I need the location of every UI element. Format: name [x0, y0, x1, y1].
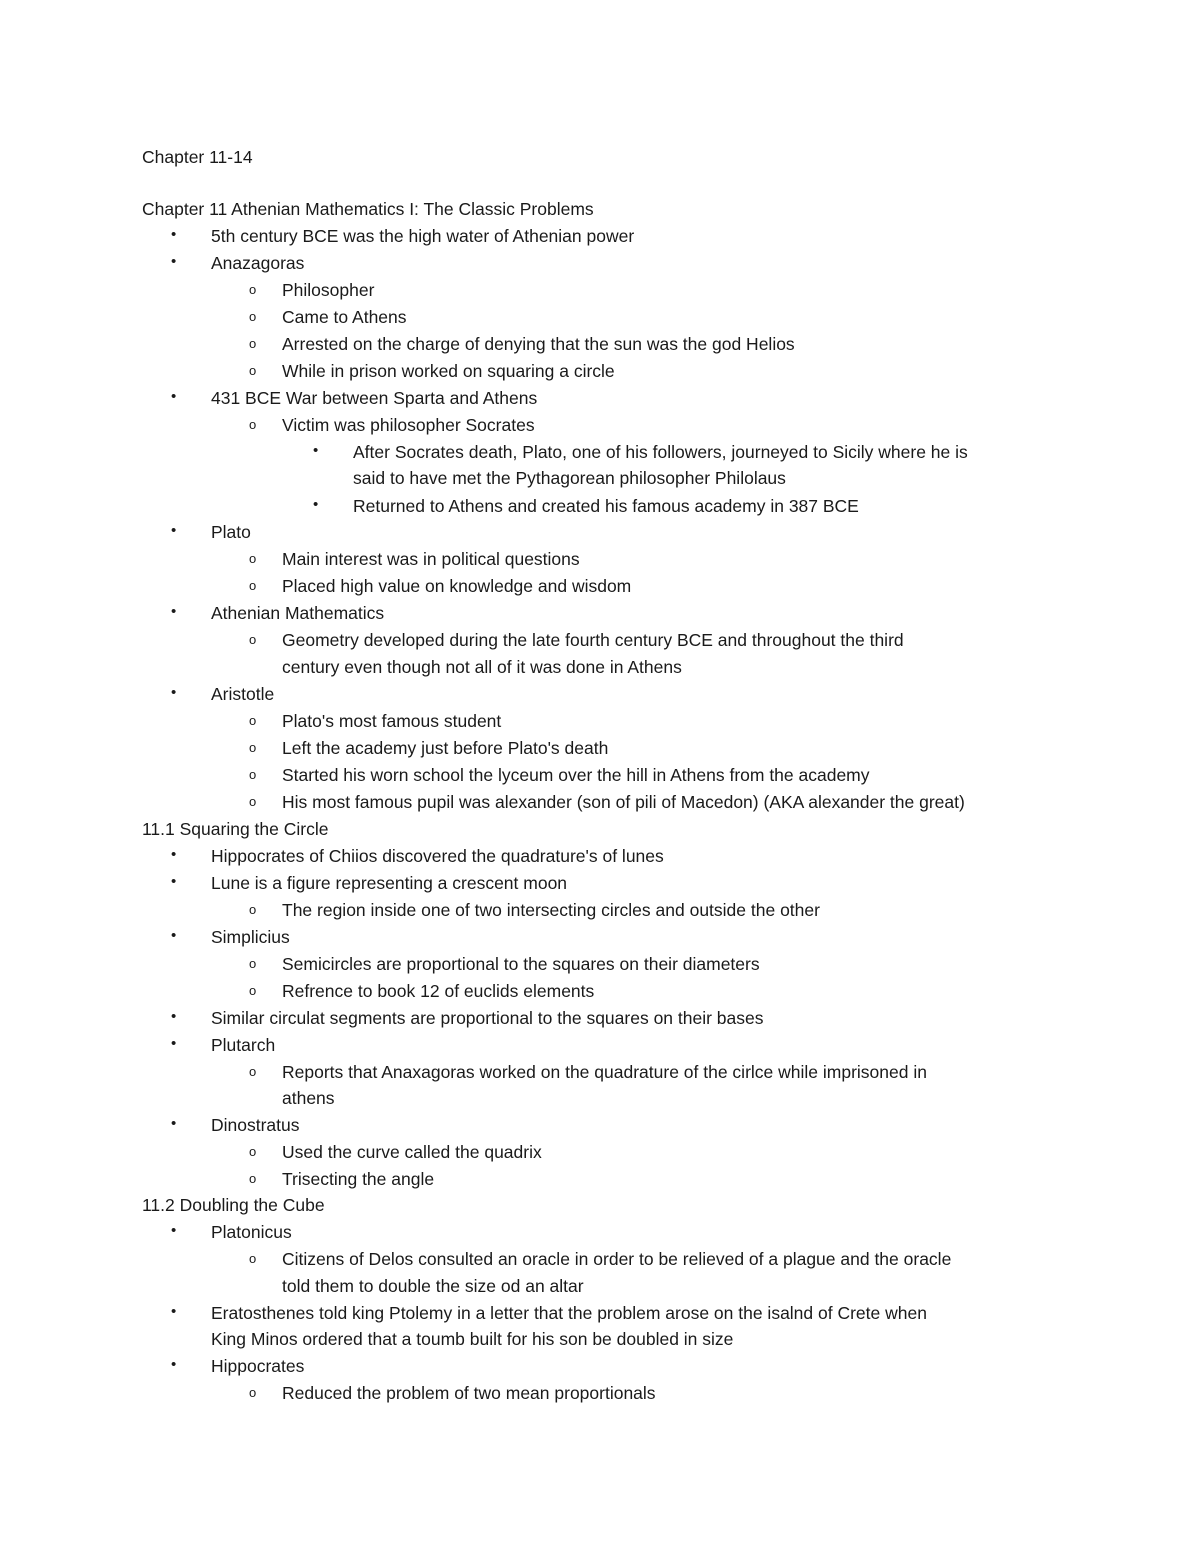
bullet-icon: •	[171, 1035, 177, 1052]
circle-bullet-icon: o	[249, 794, 257, 809]
list-item: Aristotle	[211, 684, 275, 704]
bullet-icon: •	[313, 442, 319, 459]
list-item: Placed high value on knowledge and wisdom	[282, 576, 632, 596]
bullet-icon: •	[171, 927, 177, 944]
list-item: Anazagoras	[211, 253, 305, 273]
circle-bullet-icon: o	[249, 713, 257, 728]
circle-bullet-icon: o	[249, 740, 257, 755]
circle-bullet-icon: o	[249, 632, 257, 647]
list-item: Used the curve called the quadrix	[282, 1142, 542, 1162]
list-item: Arrested on the charge of denying that the sun was the god Helios	[282, 334, 795, 354]
circle-bullet-icon: o	[249, 956, 257, 971]
list-item: 5th century BCE was the high water of Athenian power	[211, 226, 635, 246]
list-item: Citizens of Delos consulted an oracle in order to be relieved of a plague and the oracle	[282, 1249, 952, 1269]
circle-bullet-icon: o	[249, 363, 257, 378]
circle-bullet-icon: o	[249, 1064, 257, 1079]
list-item: Dinostratus	[211, 1115, 300, 1135]
bullet-icon: •	[171, 684, 177, 701]
circle-bullet-icon: o	[249, 767, 257, 782]
list-item-continuation: told them to double the size od an altar	[282, 1276, 584, 1296]
list-item: His most famous pupil was alexander (son of pili of Macedon) (AKA alexander the great)	[282, 792, 965, 812]
circle-bullet-icon: o	[249, 1385, 257, 1400]
list-item: While in prison worked on squaring a circle	[282, 361, 615, 381]
circle-bullet-icon: o	[249, 1251, 257, 1266]
list-item: Refrence to book 12 of euclids elements	[282, 981, 595, 1001]
section-heading: 11.1 Squaring the Circle	[142, 819, 329, 839]
list-item: After Socrates death, Plato, one of his followers, journeyed to Sicily where he is	[353, 442, 968, 462]
list-item-continuation: century even though not all of it was done in Athens	[282, 657, 682, 677]
list-item: Trisecting the angle	[282, 1169, 435, 1189]
list-item: Came to Athens	[282, 307, 407, 327]
circle-bullet-icon: o	[249, 417, 257, 432]
list-item: Plato's most famous student	[282, 711, 502, 731]
list-item: Simplicius	[211, 927, 290, 947]
bullet-icon: •	[171, 873, 177, 890]
list-item: Philosopher	[282, 280, 375, 300]
bullet-icon: •	[171, 522, 177, 539]
bullet-icon: •	[171, 1303, 177, 1320]
bullet-icon: •	[313, 496, 319, 513]
bullet-icon: •	[171, 388, 177, 405]
document-title: Chapter 11-14	[142, 147, 253, 167]
list-item: Main interest was in political questions	[282, 549, 580, 569]
section-heading: 11.2 Doubling the Cube	[142, 1195, 325, 1215]
list-item: Platonicus	[211, 1222, 292, 1242]
circle-bullet-icon: o	[249, 551, 257, 566]
list-item: Geometry developed during the late fourth century BCE and throughout the third	[282, 630, 904, 650]
chapter-heading: Chapter 11 Athenian Mathematics I: The Classic Problems	[142, 199, 594, 219]
list-item: 431 BCE War between Sparta and Athens	[211, 388, 538, 408]
list-item: Plato	[211, 522, 251, 542]
circle-bullet-icon: o	[249, 1144, 257, 1159]
list-item-continuation: King Minos ordered that a toumb built for his son be doubled in size	[211, 1329, 734, 1349]
list-item: Hippocrates	[211, 1356, 305, 1376]
bullet-icon: •	[171, 1008, 177, 1025]
list-item: Victim was philosopher Socrates	[282, 415, 535, 435]
list-item-continuation: said to have met the Pythagorean philosopher Philolaus	[353, 468, 786, 488]
circle-bullet-icon: o	[249, 336, 257, 351]
list-item: Semicircles are proportional to the squares on their diameters	[282, 954, 760, 974]
bullet-icon: •	[171, 253, 177, 270]
circle-bullet-icon: o	[249, 282, 257, 297]
list-item: Reports that Anaxagoras worked on the quadrature of the cirlce while imprisoned in	[282, 1062, 927, 1082]
circle-bullet-icon: o	[249, 1171, 257, 1186]
bullet-icon: •	[171, 226, 177, 243]
list-item: Hippocrates of Chiios discovered the quadrature's of lunes	[211, 846, 664, 866]
circle-bullet-icon: o	[249, 309, 257, 324]
list-item-continuation: athens	[282, 1088, 335, 1108]
bullet-icon: •	[171, 1115, 177, 1132]
circle-bullet-icon: o	[249, 983, 257, 998]
list-item: Lune is a figure representing a crescent moon	[211, 873, 568, 893]
list-item: Eratosthenes told king Ptolemy in a letter that the problem arose on the isalnd of Crete when	[211, 1303, 927, 1323]
list-item: Left the academy just before Plato's death	[282, 738, 609, 758]
list-item: Athenian Mathematics	[211, 603, 385, 623]
list-item: Returned to Athens and created his famous academy in 387 BCE	[353, 496, 859, 516]
list-item: Plutarch	[211, 1035, 276, 1055]
bullet-icon: •	[171, 1222, 177, 1239]
bullet-icon: •	[171, 603, 177, 620]
list-item: Reduced the problem of two mean proportionals	[282, 1383, 656, 1403]
list-item: Similar circulat segments are proportional to the squares on their bases	[211, 1008, 764, 1028]
circle-bullet-icon: o	[249, 578, 257, 593]
circle-bullet-icon: o	[249, 902, 257, 917]
list-item: The region inside one of two intersecting circles and outside the other	[282, 900, 820, 920]
bullet-icon: •	[171, 846, 177, 863]
list-item: Started his worn school the lyceum over the hill in Athens from the academy	[282, 765, 870, 785]
bullet-icon: •	[171, 1356, 177, 1373]
